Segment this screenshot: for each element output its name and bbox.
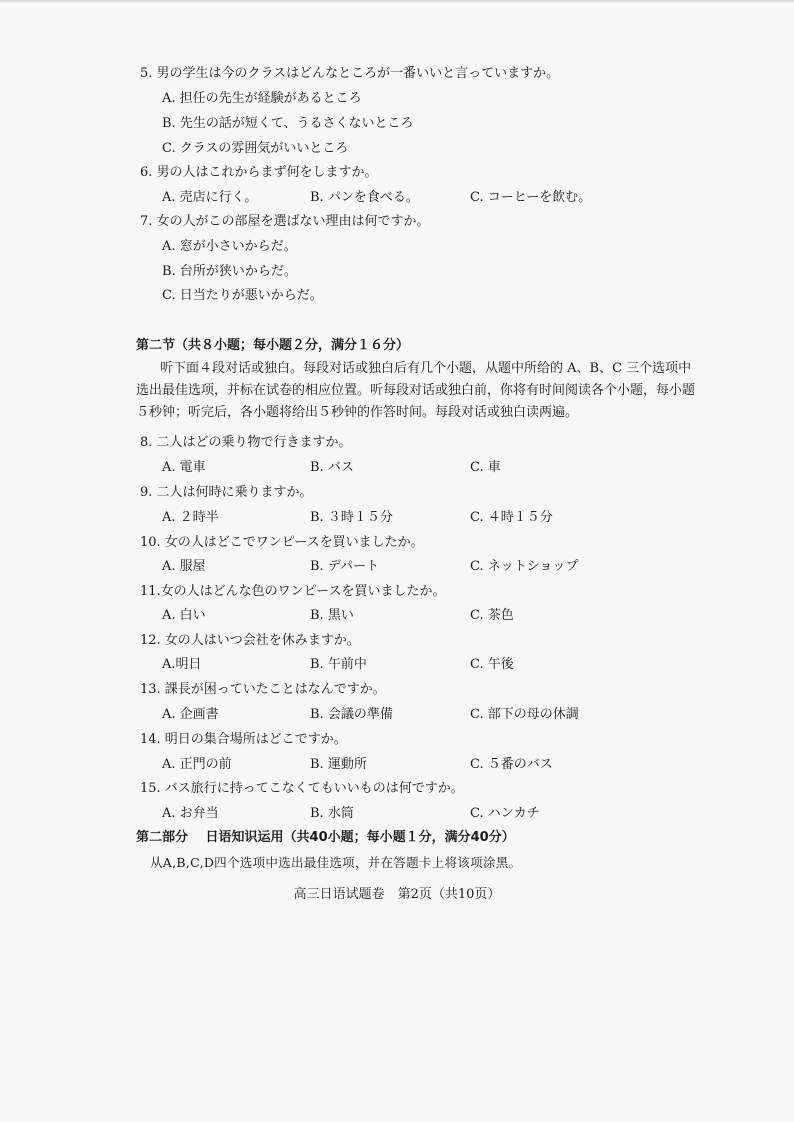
q11-option-c: C. 茶色 — [470, 608, 514, 623]
question-5: 5. 男の学生は今のクラスはどんなところが一番いいと言っていますか。 — [140, 66, 560, 81]
q13-option-a: A. 企画書 — [162, 707, 219, 722]
q11-option-a: A. 白い — [162, 608, 206, 623]
q9-option-b: B. ３時１５分 — [310, 510, 393, 525]
q7-option-c: C. 日当たりが悪いからだ。 — [162, 288, 323, 303]
question-13: 13. 課長が困っていたことはなんですか。 — [140, 682, 386, 697]
q6-option-b: B. パンを食べる。 — [310, 190, 419, 205]
q14-option-a: A. 正門の前 — [162, 757, 232, 772]
section2-instructions: 听下面４段对话或独白。每段对话或独白后有几个小题，从题中所给的 A、B、C 三个选项中选出最佳选项，并标在试卷的相应位置。听每段对话或独白前，你将有时间阅读各个小题，每小题５秒钟；听完后，各小题将给出５秒钟的作答时间。每段对话或独白读两遍。 — [136, 361, 696, 420]
q12-option-b: B. 午前中 — [310, 657, 367, 672]
q14-option-c: C. ５番のバス — [470, 757, 553, 772]
section2-heading: 第二节（共８小题；每小题２分，满分１６分） — [136, 338, 410, 353]
scan-edge — [0, 0, 794, 3]
q15-option-b: B. 水筒 — [310, 806, 354, 821]
part2-heading: 第二部分 日语知识运用（共40小题；每小题１分，满分40分） — [136, 830, 515, 845]
question-10: 10. 女の人はどこでワンピースを買いましたか。 — [140, 535, 424, 550]
q8-option-a: A. 電車 — [162, 460, 206, 475]
q5-option-a: A. 担任の先生が経験があるところ — [162, 91, 362, 106]
question-8: 8. 二人はどの乗り物で行きますか。 — [140, 435, 352, 450]
q9-option-c: C. ４時１５分 — [470, 510, 553, 525]
question-15: 15. バス旅行に持ってこなくてもいいものは何ですか。 — [140, 781, 464, 796]
q14-option-b: B. 運動所 — [310, 757, 367, 772]
q15-option-a: A. お弁当 — [162, 806, 219, 821]
q8-option-b: B. バス — [310, 460, 354, 475]
question-11: 11.女の人はどんな色のワンピースを買いましたか。 — [140, 584, 446, 599]
q15-option-c: C. ハンカチ — [470, 806, 540, 821]
q13-option-b: B. 会議の準備 — [310, 707, 393, 722]
q13-option-c: C. 部下の母の休調 — [470, 707, 579, 722]
q12-option-c: C. 午後 — [470, 657, 514, 672]
question-9: 9. 二人は何時に乗りますか。 — [140, 485, 313, 500]
question-7: 7. 女の人がこの部屋を選ばない理由は何ですか。 — [140, 214, 430, 229]
q5-option-b: B. 先生の話が短くて、うるさくないところ — [162, 116, 414, 131]
q10-option-b: B. デパート — [310, 559, 380, 574]
question-6: 6. 男の人はこれからまず何をしますか。 — [140, 165, 378, 180]
q5-option-c: C. クラスの雰囲気がいいところ — [162, 141, 349, 156]
part2-instructions: 从A,B,C,D四个选项中选出最佳选项，并在答题卡上将该项涂黑。 — [150, 855, 522, 870]
q11-option-b: B. 黒い — [310, 608, 354, 623]
q10-option-c: C. ネットショップ — [470, 559, 579, 574]
q7-option-a: A. 窓が小さいからだ。 — [162, 239, 297, 254]
question-14: 14. 明日の集合場所はどこですか。 — [140, 732, 347, 747]
q6-option-c: C. コーヒーを飲む。 — [470, 190, 592, 205]
q6-option-a: A. 売店に行く。 — [162, 190, 258, 205]
q9-option-a: A. ２時半 — [162, 510, 219, 525]
q10-option-a: A. 服屋 — [162, 559, 206, 574]
q8-option-c: C. 車 — [470, 460, 501, 475]
question-12: 12. 女の人はいつ会社を休みますか。 — [140, 633, 360, 648]
q12-option-a: A.明日 — [162, 657, 202, 672]
q7-option-b: B. 台所が狭いからだ。 — [162, 264, 297, 279]
page-footer: 高三日语试题卷 第2页（共10页） — [293, 887, 501, 902]
